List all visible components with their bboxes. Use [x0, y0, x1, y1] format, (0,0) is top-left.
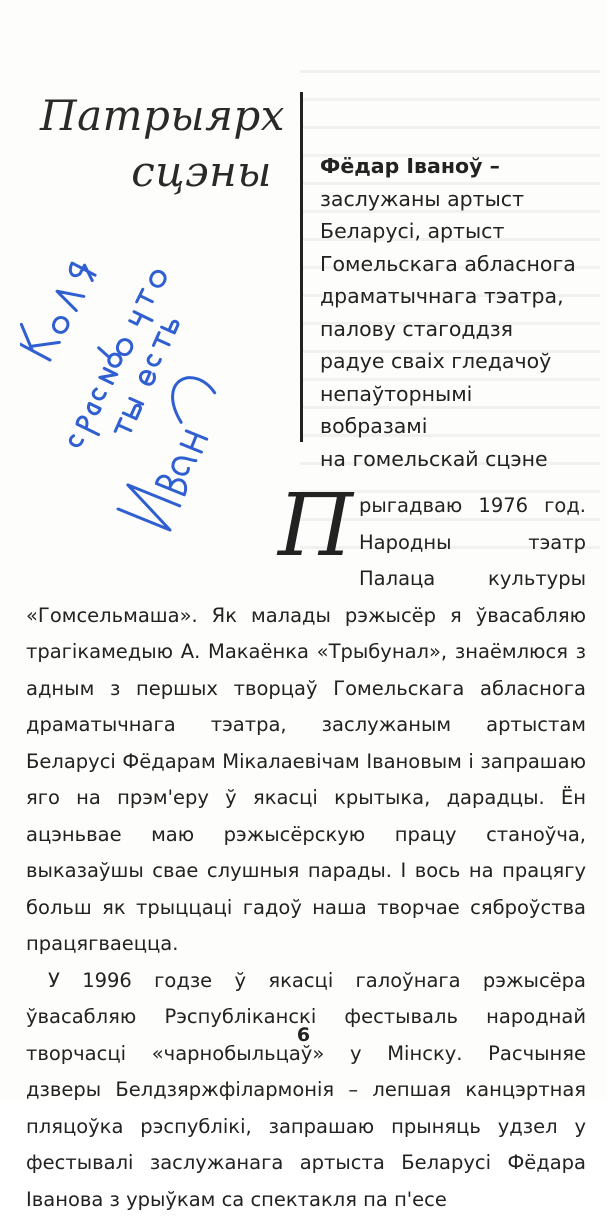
- lead-line: Беларусі, артыст: [320, 215, 590, 248]
- title-line-2: сцэны: [40, 144, 272, 200]
- lead-line: радуе сваіх гледачоў: [320, 345, 590, 378]
- page-number: 6: [0, 1024, 607, 1046]
- lead-line: на гомельскай сцэне: [320, 443, 590, 476]
- chapter-title: [40, 88, 272, 200]
- lead-line: вобразамі: [320, 410, 590, 443]
- lead-line: драматычнага тэатра,: [320, 280, 590, 313]
- lead-line: заслужаны артыст: [320, 183, 590, 216]
- drop-cap: П: [278, 490, 353, 562]
- title-line-1: Патрыярх: [40, 88, 272, 144]
- article-body: [26, 488, 586, 1218]
- vertical-rule: [300, 92, 303, 442]
- lead-line: Гомельскага абласнога: [320, 248, 590, 281]
- lead-line: непаўторнымі: [320, 378, 590, 411]
- lead-line: палову стагоддзя: [320, 313, 590, 346]
- handwritten-inscription: [20, 175, 290, 535]
- paragraph-1: рыгадваю 1976 год. Народны тэатр Палаца культуры «Гомсельмаша». Як малады рэжысёр я ўвасабляю трагікамедыю А. Макаёнка «Трыбунал», знаёмлюся з адным з першых творцаў Гомельскага абласнога драматычнага тэатра, заслужаным артыстам Беларусі Фёдарам Мікалаевічам Івановым і запрашаю яго на прэм'еру ў якасці крытыка, дарадцы. Ён ацэньвае маю рэжысёрскую працу станоўча, выказаўшы свае слушныя парады. І вось на працягу больш як трыццаці гадоў наша творчае сяброўства працягваецца.: [26, 488, 586, 963]
- paragraph-2: У 1996 годзе ў якасці галоўнага рэжысёра ўвасабляю Рэспубліканскі фестываль народнай творчасці «чарнобыльцаў» у Мінску. Расчыняе дзверы Белдзяржфілармонія – лепшая канцэртная пляцоўка рэспублікі, запрашаю прыняць удзел у фестывалі заслужанага артыста Беларусі Фёдара Іванова з урыўкам са спектакля па п'есе: [26, 963, 586, 1218]
- lead-text: [320, 150, 590, 475]
- lead-name: Фёдар Іваноў –: [320, 150, 590, 183]
